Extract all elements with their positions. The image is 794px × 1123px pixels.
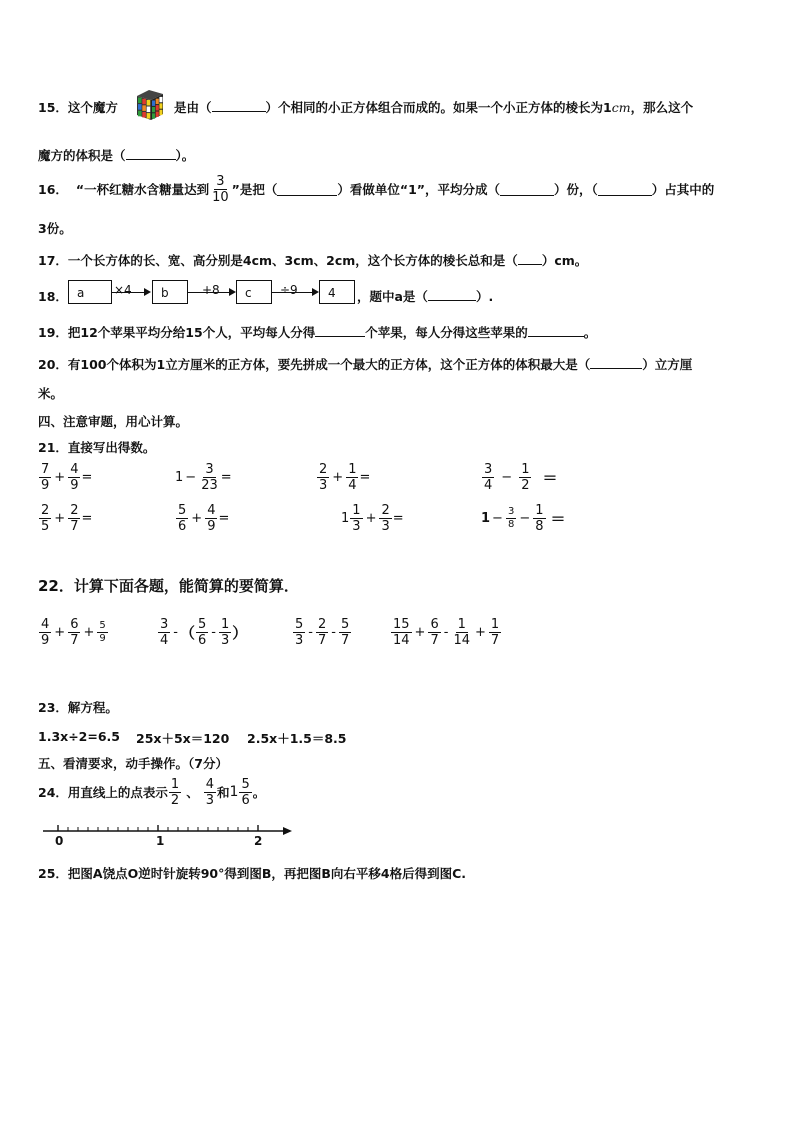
separator: 、: [186, 785, 199, 800]
numerator: 5: [178, 503, 187, 518]
operator: −: [492, 511, 503, 526]
numerator: 1: [490, 617, 500, 632]
fraction: [204, 778, 216, 807]
q24-number: 24．: [38, 785, 68, 800]
fraction: [219, 618, 231, 647]
cube-sticker: [142, 99, 146, 105]
numerator: 2: [381, 503, 390, 518]
fraction: [451, 618, 472, 647]
q17-text: 一个长方体的长、宽、高分别是4cm、3cm、2cm，这个长方体的棱长总和是（: [67, 253, 518, 268]
numerator: 1: [220, 617, 230, 632]
q23-number: 23．: [38, 700, 68, 715]
operator: -: [308, 625, 313, 640]
cube-sticker: [147, 107, 151, 113]
cube-sticker: [138, 111, 142, 117]
denominator: 7: [70, 633, 79, 648]
rubiks-cube-image: [133, 88, 165, 122]
numerator: 1: [521, 462, 530, 477]
numerator: 5: [241, 776, 250, 792]
q20-number: 20．: [38, 357, 68, 372]
mixed-number: [230, 778, 253, 807]
equals: =: [392, 511, 404, 526]
q15-text: 这个魔方: [67, 100, 118, 115]
fraction: [317, 463, 329, 492]
numerator: 3: [216, 173, 225, 189]
tick-label-2: 2: [254, 834, 263, 848]
flow-box-c: c: [236, 280, 272, 304]
q18-text: ）.: [475, 289, 494, 304]
q22-expr-1: [38, 618, 109, 647]
fraction: [39, 504, 51, 533]
q15-text: 魔方的体积是（: [38, 148, 126, 163]
denominator: 10: [212, 189, 229, 205]
q16-text: “一杯红糖水含糖量达到: [75, 182, 210, 197]
denominator: 4: [484, 478, 493, 493]
q19-number: 19．: [38, 325, 68, 340]
q20-text: ）立方厘: [642, 357, 693, 372]
denominator: 9: [99, 633, 106, 644]
denominator: 9: [41, 478, 50, 493]
q15-unit: cm: [611, 100, 631, 115]
fraction: [68, 504, 80, 533]
fraction: [97, 621, 107, 644]
section-4-title: 四、注意审题，用心计算。: [38, 414, 189, 429]
q20-text: 有100个体积为1立方厘米的正方体，要先拼成一个最大的正方体，这个正方体的体积最大是（: [67, 357, 591, 372]
op-label: ÷9: [280, 283, 298, 297]
q18-text: ，题中a是（: [357, 289, 428, 304]
q19-line: [38, 323, 596, 341]
q15-text: ）。: [175, 148, 195, 163]
q25-text: 把图A饶点O逆时针旋转90°得到图B，再把图B向右平移4格后得到图C.: [67, 866, 467, 881]
fraction: [489, 618, 501, 647]
equals: =: [81, 511, 93, 526]
q21-expr-7: [341, 504, 404, 533]
q16-line2: 3份。: [38, 221, 72, 236]
q16-line1: [38, 174, 714, 204]
denominator: 5: [41, 519, 50, 534]
fraction: [196, 618, 208, 647]
fraction: [39, 618, 51, 647]
q24-text: 用直线上的点表示: [67, 785, 168, 800]
q21-expr-8: [481, 504, 566, 533]
section-5-title: 五、看清要求，动手操作。（7分）: [38, 756, 228, 771]
fraction: [482, 463, 494, 492]
cube-sticker: [152, 101, 155, 106]
fraction: [239, 778, 251, 807]
denominator: 3: [205, 792, 214, 808]
denominator: 4: [160, 633, 169, 648]
cube-sticker: [156, 99, 159, 104]
operator: +: [414, 625, 426, 640]
fraction: [519, 463, 531, 492]
cube-sticker: [159, 97, 162, 102]
answer-blank[interactable]: [518, 252, 542, 265]
denominator: 2: [521, 478, 530, 493]
numerator: 6: [70, 617, 79, 632]
operator: -: [331, 625, 336, 640]
answer-blank[interactable]: [277, 183, 337, 196]
fraction: [533, 504, 545, 533]
cube-sticker: [156, 112, 159, 117]
op-label: ×4: [114, 283, 132, 297]
operator: -: [443, 625, 449, 640]
q18-flow-diagram: [68, 280, 358, 306]
q19-text: 把12个苹果平均分给15个人，平均每人分得: [67, 325, 316, 340]
numerator: 4: [70, 462, 79, 477]
denominator: 8: [535, 519, 544, 534]
q21-text: 直接写出得数。: [67, 440, 156, 455]
cube-sticker: [142, 112, 146, 118]
answer-blank[interactable]: [598, 183, 652, 196]
number-line-arrow: [283, 827, 292, 835]
q24-text: 。: [252, 785, 266, 800]
fraction: [39, 463, 51, 492]
rubiks-cube-icon: [133, 88, 165, 122]
q24-text: 和: [217, 785, 230, 800]
q21-expr-3: [316, 463, 370, 492]
fraction: [210, 175, 231, 204]
denominator: 7: [340, 633, 350, 648]
operator: -: [173, 625, 178, 640]
equals: =: [81, 470, 93, 485]
mixed-number: [341, 504, 364, 533]
numerator: 1: [348, 462, 357, 477]
whole-number: 1: [341, 511, 350, 526]
fraction: [350, 504, 362, 533]
fraction: [199, 463, 220, 492]
fraction: [205, 504, 217, 533]
q17-line: [38, 251, 587, 269]
q15-number: 15．: [38, 100, 68, 115]
denominator: 4: [348, 478, 357, 493]
answer-blank[interactable]: [126, 147, 176, 160]
cube-sticker: [138, 104, 142, 110]
denominator: 7: [317, 633, 327, 648]
numerator: 1: [535, 503, 544, 518]
tick-label-1: 1: [156, 834, 165, 848]
cube-sticker: [159, 110, 162, 115]
q23-text: 解方程。: [67, 700, 118, 715]
numerator: 2: [317, 617, 327, 632]
denominator: 3: [352, 519, 361, 534]
q15-line2: [38, 146, 194, 164]
denominator: 3: [319, 478, 328, 493]
numerator: 4: [205, 776, 214, 792]
q16-text: ）份，（: [554, 182, 598, 197]
q21-expr-5: [38, 504, 92, 533]
q16-text: ）看做单位“1”，平均分成（: [337, 182, 501, 197]
fraction: [346, 463, 358, 492]
q15-text: ）个相同的小正方体组合而成的。如果一个小正方体的棱长为1: [265, 100, 612, 115]
fraction: [379, 504, 391, 533]
fraction: [506, 507, 516, 530]
answer-blank[interactable]: [528, 324, 584, 337]
answer-blank[interactable]: [315, 324, 365, 337]
q19-text: 。: [583, 325, 597, 340]
q17-number: 17．: [38, 253, 68, 268]
answer-blank[interactable]: [500, 183, 554, 196]
q19-text: 个苹果，每人分得这些苹果的: [365, 325, 528, 340]
paren-left: （: [179, 624, 195, 642]
q17-text: ）cm。: [541, 253, 588, 268]
q15-text: ，那么这个: [630, 100, 694, 115]
operator: −: [519, 511, 531, 526]
cube-sticker: [138, 98, 142, 104]
fraction: [293, 618, 305, 647]
q16-number: 16．: [38, 182, 68, 197]
denominator: 6: [198, 633, 207, 648]
operator: +: [474, 625, 486, 640]
q23-title: [38, 698, 118, 716]
q21-title: [38, 438, 155, 456]
operator: −: [501, 470, 513, 485]
numerator: 3: [484, 462, 493, 477]
denominator: 3: [295, 633, 304, 648]
cube-sticker: [142, 105, 146, 111]
operator: +: [54, 625, 66, 640]
q22-expr-4: [390, 618, 502, 647]
q25-number: 25．: [38, 866, 68, 881]
answer-blank[interactable]: [212, 99, 266, 112]
numerator: 1: [457, 617, 466, 632]
q16-text: ）占其中的: [651, 182, 715, 197]
operator: +: [83, 625, 95, 640]
equals: ＝: [542, 469, 558, 487]
q18-text: [357, 287, 493, 305]
operator: −: [185, 470, 197, 485]
equation-1: 1.3x÷2=6.5: [38, 729, 120, 744]
denominator: 7: [430, 633, 439, 648]
q15-line1-rest: [174, 98, 693, 116]
equals: =: [218, 511, 230, 526]
fraction: [158, 618, 170, 647]
denominator: 9: [207, 519, 216, 534]
cube-sticker: [147, 100, 151, 106]
q16-text: ”是把（: [231, 182, 278, 197]
numerator: 1: [352, 503, 361, 518]
answer-blank[interactable]: [428, 288, 476, 301]
flow-box-a: a: [68, 280, 112, 304]
equation-3: 2.5x＋1.5＝8.5: [247, 731, 347, 746]
denominator: 14: [453, 633, 470, 648]
q21-expr-6: [175, 504, 229, 533]
numerator: 3: [160, 617, 169, 632]
numerator: 4: [41, 617, 50, 632]
equals: ＝: [550, 510, 566, 528]
whole-number: 1: [175, 470, 184, 485]
cube-sticker: [152, 113, 155, 118]
flow-box-b: b: [152, 280, 188, 304]
fraction: [176, 504, 188, 533]
operator: +: [54, 511, 66, 526]
denominator: 3: [220, 633, 230, 648]
denominator: 6: [241, 792, 250, 808]
q21-expr-2: [175, 463, 232, 492]
numerator: 3: [507, 506, 515, 517]
numerator: 1: [170, 776, 180, 792]
denominator: 3: [381, 519, 390, 534]
q15-text: 是由（: [174, 100, 212, 115]
flow-box-result: 4: [319, 280, 355, 304]
numerator: 5: [340, 617, 350, 632]
q21-expr-4: [481, 463, 557, 492]
q20-line1: [38, 355, 692, 373]
equals: =: [359, 470, 371, 485]
denominator: 8: [507, 519, 515, 530]
equals: =: [220, 470, 232, 485]
numerator: 4: [207, 503, 216, 518]
q15-line1: [38, 98, 118, 116]
q24-line: [38, 774, 265, 810]
numerator: 15: [393, 617, 410, 632]
fraction: [391, 618, 412, 647]
numerator: 5: [198, 617, 207, 632]
numerator: 2: [319, 462, 328, 477]
number-line[interactable]: [40, 822, 295, 848]
op-label: +8: [202, 283, 220, 297]
paren-right: ）: [232, 624, 248, 642]
q21-number: 21．: [38, 440, 68, 455]
fraction: [428, 618, 440, 647]
denominator: 6: [178, 519, 187, 534]
denominator: 2: [170, 792, 180, 808]
numerator: 2: [70, 503, 79, 518]
cube-sticker: [156, 105, 159, 110]
q21-expr-1: [38, 463, 92, 492]
cube-sticker: [152, 107, 155, 112]
numerator: 5: [295, 617, 304, 632]
q18-number: 18．: [38, 289, 68, 304]
operator: +: [54, 470, 66, 485]
q22-expr-2: [157, 618, 247, 647]
fraction: [169, 778, 181, 807]
operator: -: [211, 625, 216, 640]
fraction: [68, 618, 80, 647]
q20-line2: 米。: [38, 386, 64, 401]
denominator: 14: [393, 633, 410, 648]
tick-label-0: 0: [55, 834, 64, 848]
denominator: 9: [41, 633, 50, 648]
denominator: 7: [490, 633, 500, 648]
arrow-head: [312, 288, 319, 296]
fraction: [339, 618, 351, 647]
operator: +: [365, 511, 377, 526]
denominator: 9: [70, 478, 79, 493]
q22-title: 22．计算下面各题，能简算的要简算．: [38, 577, 299, 595]
equation-2: 25x＋5x＝120: [136, 731, 230, 746]
operator: +: [191, 511, 203, 526]
fraction: [316, 618, 328, 647]
cube-sticker: [147, 113, 151, 119]
q22-expr-3: [292, 618, 352, 647]
denominator: 7: [70, 519, 79, 534]
arrow-head: [144, 288, 151, 296]
q25-line: [38, 864, 466, 882]
answer-blank[interactable]: [590, 356, 642, 369]
numerator: 2: [41, 503, 50, 518]
fraction: [68, 463, 80, 492]
whole-number: 1: [229, 784, 239, 800]
denominator: 23: [201, 478, 218, 493]
numerator: 5: [99, 620, 106, 631]
cube-sticker: [159, 103, 162, 108]
operator: +: [332, 470, 344, 485]
numerator: 3: [205, 462, 214, 477]
whole-number: 1: [481, 511, 491, 526]
numerator: 7: [41, 462, 50, 477]
arrow-head: [229, 288, 236, 296]
numerator: 6: [430, 617, 439, 632]
